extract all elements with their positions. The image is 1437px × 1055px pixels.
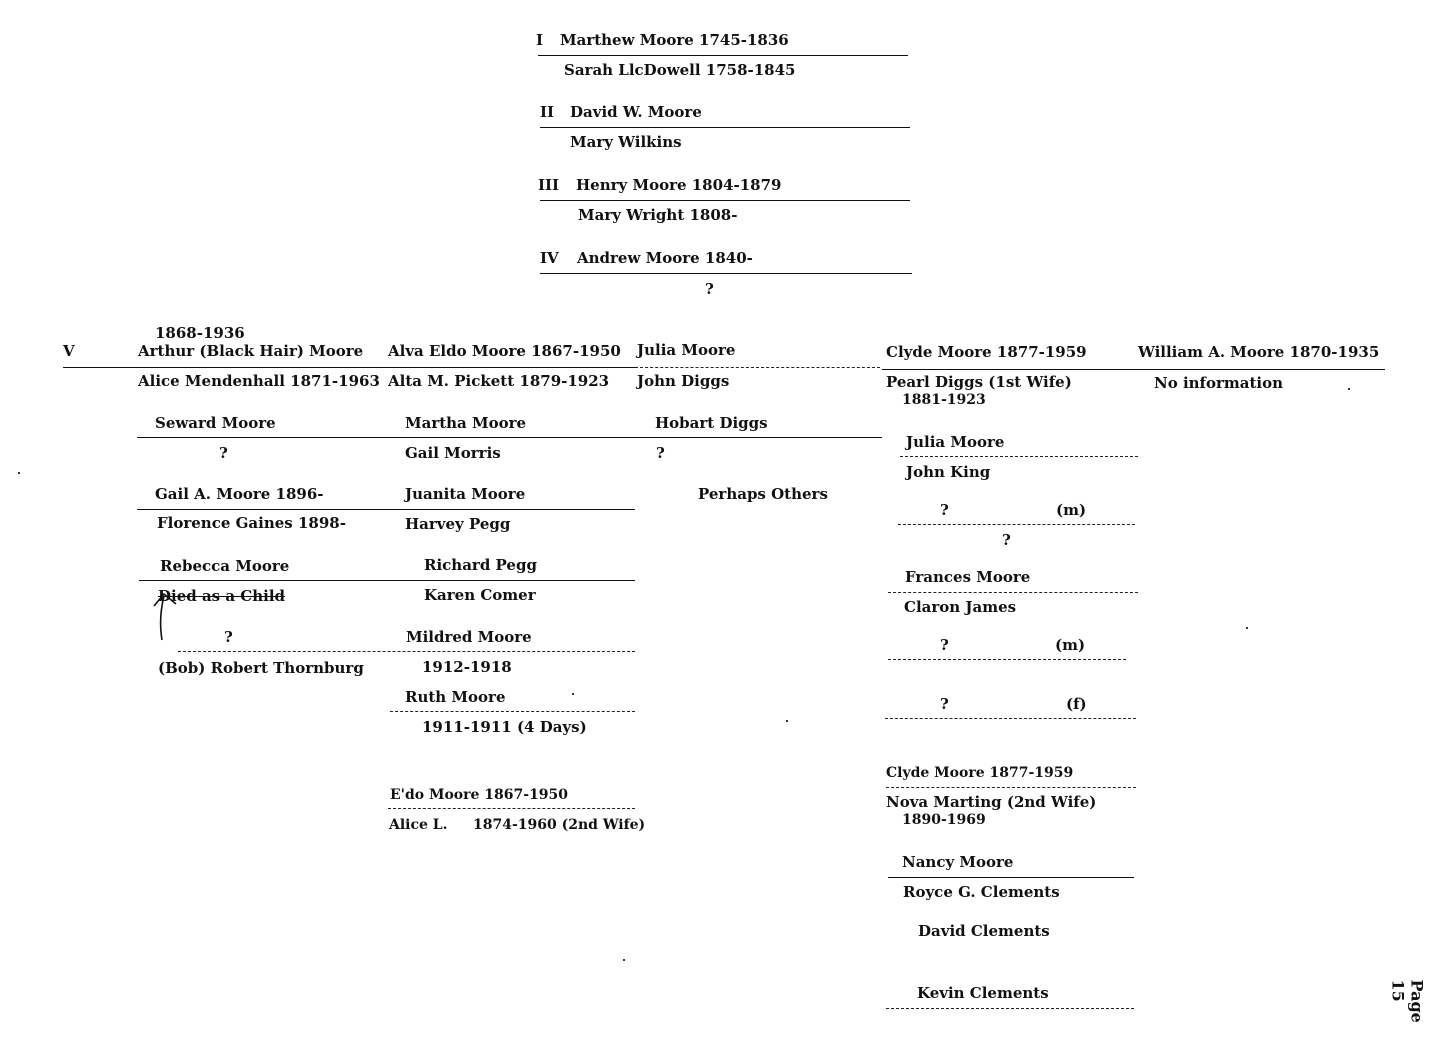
gen5-line-mid	[635, 367, 880, 368]
speck	[1246, 627, 1248, 629]
juanita-name: Juanita Moore	[405, 485, 526, 503]
eldo-second-name: E'do Moore 1867-1950	[390, 787, 569, 803]
julia-king-spouse: John King	[906, 463, 991, 481]
king-child-spouse: ?	[1002, 531, 1011, 549]
gen3-name: Henry Moore 1804-1879	[576, 176, 782, 194]
clyde-name: Clyde Moore 1877-1959	[886, 343, 1087, 361]
william-name: William A. Moore 1870-1935	[1138, 343, 1380, 361]
william-spouse: No information	[1154, 374, 1284, 392]
gen-numeral-iv: IV	[540, 249, 559, 267]
julia-name: Julia Moore	[637, 341, 736, 359]
julia-king-name: Julia Moore	[906, 433, 1005, 451]
nancy-line	[888, 877, 1134, 878]
mildred-years: 1912-1918	[422, 658, 512, 676]
clyde-second-name: Clyde Moore 1877-1959	[886, 765, 1074, 781]
gen5-line-right	[882, 369, 1385, 370]
gen2-line	[540, 127, 910, 128]
kevin-clements: Kevin Clements	[917, 984, 1049, 1002]
clyde-spouse-years: 1881-1923	[902, 392, 986, 408]
arrow-mark-icon	[148, 590, 182, 646]
james-child2-sex: (f)	[1066, 695, 1087, 713]
gen6-dashed-line	[178, 651, 635, 652]
seward-name: Seward Moore	[155, 414, 276, 432]
james-child2-line	[885, 718, 1136, 719]
king-child-sex: (m)	[1056, 501, 1087, 519]
nancy-spouse: Royce G. Clements	[903, 883, 1060, 901]
gen4-spouse: ?	[705, 280, 714, 298]
alva-name: Alva Eldo Moore 1867-1950	[388, 342, 621, 360]
rebecca-question: ?	[224, 628, 233, 646]
speck	[623, 959, 625, 961]
clyde-second-line	[886, 787, 1136, 788]
julia-king-line	[900, 456, 1138, 457]
speck	[18, 472, 20, 474]
king-child-question: ?	[940, 501, 949, 519]
frances-line	[888, 592, 1138, 593]
gen-numeral-ii: II	[540, 103, 555, 121]
gen1-name: Marthew Moore 1745-1836	[560, 31, 789, 49]
james-child2-question: ?	[940, 695, 949, 713]
arthur-years: 1868-1936	[155, 324, 245, 342]
gen-numeral-v: V	[63, 342, 75, 360]
clyde-second-spouse: Nova Marting (2nd Wife)	[886, 793, 1097, 811]
gen4-line	[540, 273, 912, 274]
arthur-spouse: Alice Mendenhall 1871-1963	[138, 372, 380, 390]
gen3-spouse: Mary Wright 1808-	[578, 206, 738, 224]
gen6-line-1	[137, 437, 882, 438]
ruth-years: 1911-1911 (4 Days)	[422, 718, 587, 736]
martha-spouse: Gail Morris	[405, 444, 501, 462]
frances-name: Frances Moore	[905, 568, 1031, 586]
julia-spouse: John Diggs	[637, 372, 730, 390]
nancy-name: Nancy Moore	[902, 853, 1014, 871]
eldo-second-line	[388, 808, 635, 809]
frances-spouse: Claron James	[904, 598, 1017, 616]
ruth-name: Ruth Moore	[405, 688, 506, 706]
gen2-spouse: Mary Wilkins	[570, 133, 682, 151]
gen2-name: David W. Moore	[570, 103, 702, 121]
hobart-spouse: ?	[656, 444, 665, 462]
gen1-line	[538, 55, 908, 56]
mildred-name: Mildred Moore	[406, 628, 532, 646]
gen5-line-left	[63, 367, 635, 368]
martha-name: Martha Moore	[405, 414, 527, 432]
richard-spouse: Karen Comer	[424, 586, 536, 604]
james-child1-line	[888, 659, 1126, 660]
seward-spouse: ?	[219, 444, 228, 462]
page-number: Page 15	[1388, 979, 1427, 1023]
eldo-second-spouse-years: 1874-1960 (2nd Wife)	[473, 817, 646, 833]
gen-numeral-i: I	[536, 31, 544, 49]
gen6-line-2	[137, 509, 635, 510]
james-child1-question: ?	[940, 636, 949, 654]
eldo-second-spouse-name: Alice L.	[389, 817, 448, 833]
gen-numeral-iii: III	[538, 176, 560, 194]
juanita-spouse: Harvey Pegg	[405, 515, 511, 533]
rebecca-name: Rebecca Moore	[160, 557, 290, 575]
kevin-line	[886, 1008, 1134, 1009]
arthur-name: Arthur (Black Hair) Moore	[138, 342, 364, 360]
gen3-line	[540, 200, 910, 201]
rebecca-spouse: (Bob) Robert Thornburg	[158, 659, 364, 677]
speck	[572, 693, 574, 695]
gail-spouse: Florence Gaines 1898-	[157, 514, 346, 532]
richard-name: Richard Pegg	[424, 556, 537, 574]
perhaps-others: Perhaps Others	[698, 485, 828, 503]
gail-name: Gail A. Moore 1896-	[155, 485, 324, 503]
hobart-name: Hobart Diggs	[655, 414, 768, 432]
gen4-name: Andrew Moore 1840-	[577, 249, 753, 267]
ruth-line	[390, 711, 635, 712]
james-child1-sex: (m)	[1055, 636, 1086, 654]
clyde-second-spouse-years: 1890-1969	[902, 812, 986, 828]
alva-spouse: Alta M. Pickett 1879-1923	[388, 372, 610, 390]
gen1-spouse: Sarah LlcDowell 1758-1845	[564, 61, 796, 79]
david-clements: David Clements	[918, 922, 1050, 940]
king-child-line	[898, 524, 1135, 525]
gen6-line-3	[139, 580, 635, 581]
clyde-spouse: Pearl Diggs (1st Wife)	[886, 373, 1072, 391]
speck	[786, 720, 788, 722]
rebecca-note: Died as a Child	[158, 587, 286, 605]
speck	[1348, 388, 1350, 390]
